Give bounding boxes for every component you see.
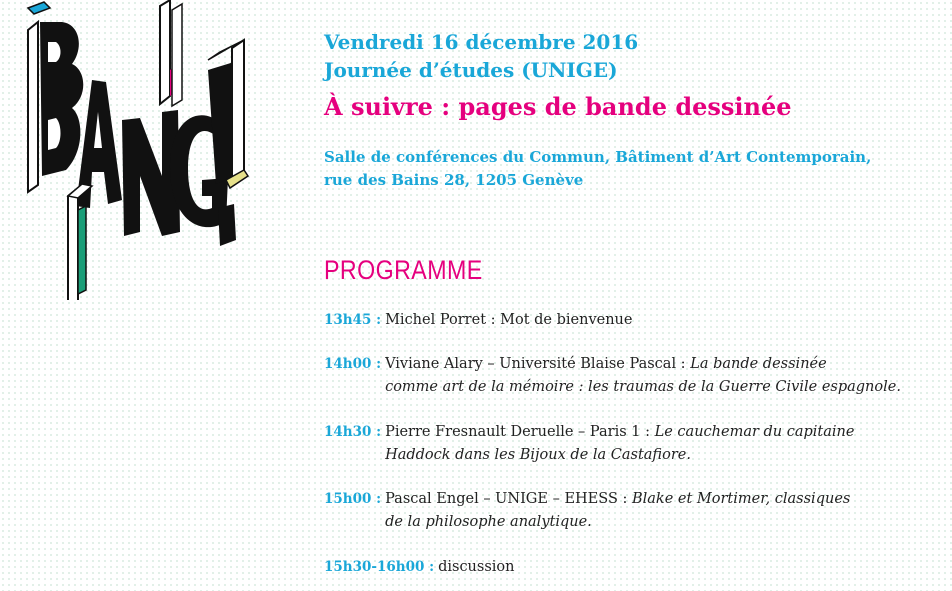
schedule-item (324, 353, 901, 399)
slot-talk-title: La bande dessinée (690, 356, 827, 372)
venue-line-1: Salle de conférences du Commun, Bâtiment d’Art Contemporain, (324, 148, 872, 166)
slot-talk-title-cont: Haddock dans les Bijoux de la Castafiore. (385, 447, 691, 463)
slot-talk-title: Blake et Mortimer, classiques (631, 491, 851, 507)
bang-comic-logo-icon (22, 0, 257, 300)
slot-time: 15h00 : (324, 491, 382, 507)
event-header (324, 28, 792, 124)
slot-talk-title: Le cauchemar du capitaine (654, 424, 855, 440)
slot-time: 14h00 : (324, 356, 382, 372)
bang-logo (22, 0, 257, 300)
event-date: Vendredi 16 décembre 2016 (324, 30, 639, 54)
slot-speaker: discussion (438, 559, 515, 575)
slot-speaker: Pascal Engel – UNIGE – EHESS : (385, 491, 632, 507)
slot-talk-title-cont: de la philosophe analytique. (385, 514, 592, 530)
venue-line-2: rue des Bains 28, 1205 Genève (324, 171, 584, 189)
programme-heading: PROGRAMME (324, 255, 483, 285)
schedule-item (324, 488, 850, 534)
slot-time: 13h45 : (324, 312, 382, 328)
venue-address (324, 146, 871, 192)
schedule-item (324, 556, 515, 579)
slot-talk-title-cont: comme art de la mémoire : les traumas de la Guerre Civile espagnole. (385, 379, 901, 395)
slot-speaker: Viviane Alary – Université Blaise Pascal : (385, 356, 691, 372)
schedule-item (324, 309, 632, 332)
slot-speaker: Michel Porret : Mot de bienvenue (385, 312, 633, 328)
event-type: Journée d’études (UNIGE) (324, 58, 618, 82)
schedule-item (324, 421, 854, 467)
event-title: À suivre : pages de bande dessinée (324, 92, 792, 121)
slot-time: 15h30-16h00 : (324, 559, 435, 575)
slot-speaker: Pierre Fresnault Deruelle – Paris 1 : (385, 424, 655, 440)
slot-time: 14h30 : (324, 424, 382, 440)
